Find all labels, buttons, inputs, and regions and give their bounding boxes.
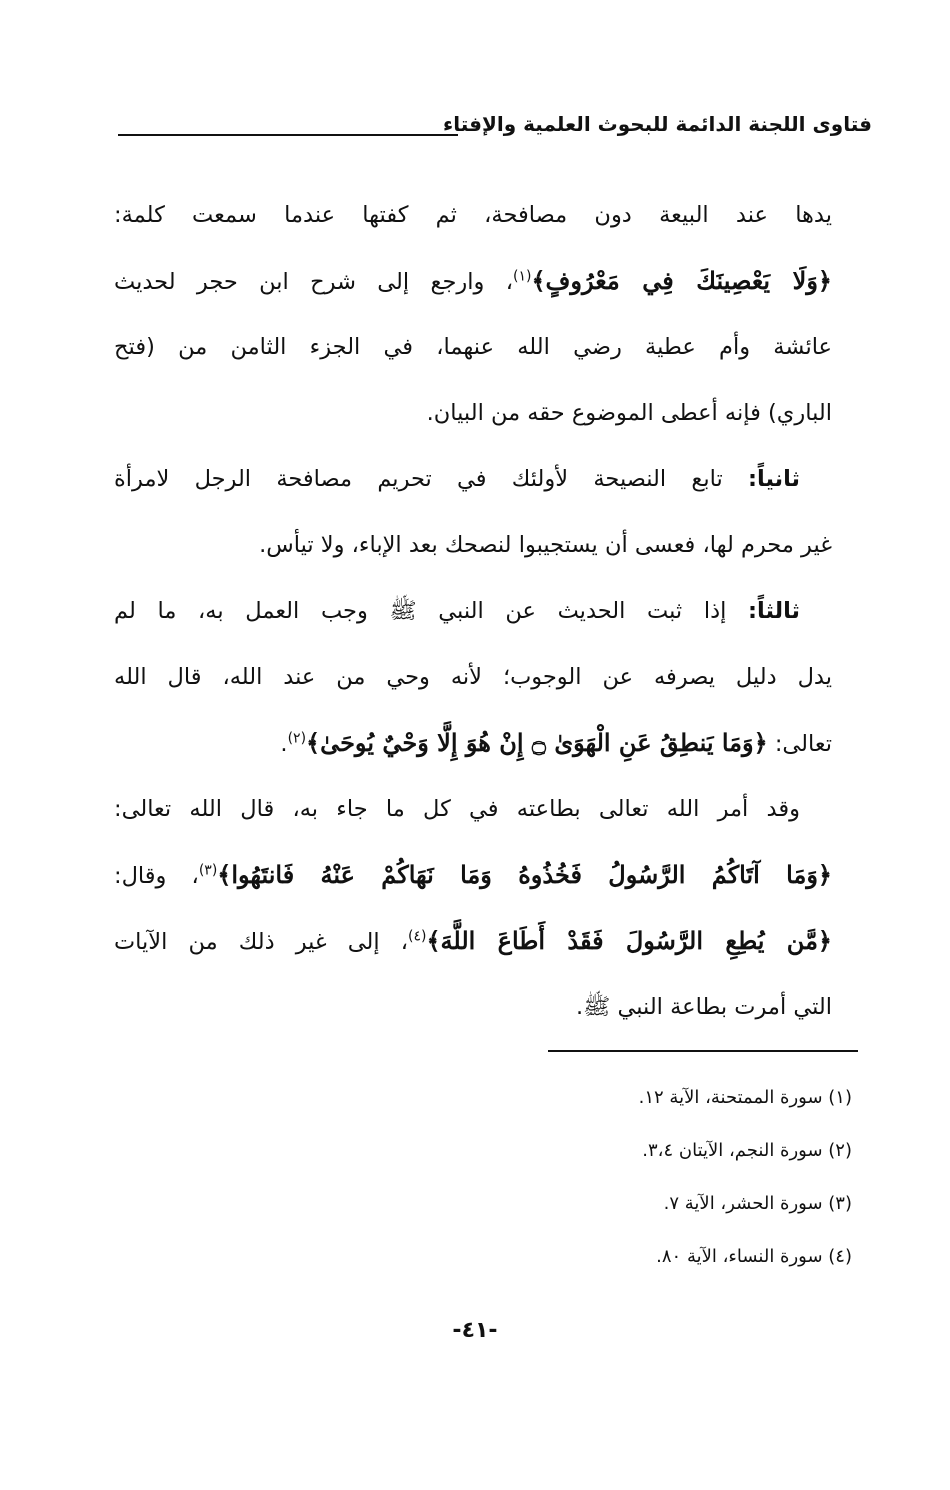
footnote-item: (٢) سورة النجم، الآيتان ٣،٤. [642, 1140, 852, 1161]
running-header [118, 112, 872, 152]
text-line: التي أمرت بطاعة النبي ﷺ. [576, 994, 832, 1020]
text-span: ، وقال: [114, 863, 199, 889]
text-span: إذا ثبت الحديث عن النبي ﷺ وجب العمل به، ما لم [114, 598, 749, 624]
text-line [114, 908, 832, 974]
text-line [114, 710, 832, 776]
text-line: عائشة وأم عطية رضي الله عنهما، في الجزء الثامن من (فتح [114, 334, 832, 360]
footnote-item: (٣) سورة الحشر، الآية ٧. [663, 1193, 852, 1214]
text-span: . [280, 731, 288, 757]
quran-verse: ﴿مَّن يُطِعِ الرَّسُولَ فَقَدْ أَطَاعَ اللَّهَ﴾ [426, 926, 832, 955]
footnote-separator [548, 1050, 858, 1052]
footnote-item: (٤) سورة النساء، الآية ٨٠. [656, 1246, 852, 1267]
text-span: تعالى: [767, 731, 832, 757]
point-label: ثانياً: [748, 466, 800, 492]
text-line [114, 446, 832, 512]
text-line: يدها عند البيعة دون مصافحة، ثم كفتها عندما سمعت كلمة: [114, 202, 832, 228]
text-span: ، إلى غير ذلك من الآيات [114, 929, 409, 955]
text-line: غير محرم لها، فعسى أن يستجيبوا لنصحك بعد الإباء، ولا تيأس. [259, 532, 832, 558]
text-span: تابع النصيحة لأولئك في تحريم مصافحة الرجل لامرأة [114, 466, 749, 492]
point-label: ثالثاً: [748, 598, 800, 624]
book-title: فتاوى اللجنة الدائمة للبحوث العلمية والإفتاء [443, 112, 872, 136]
header-rule [118, 134, 458, 136]
quran-verse: ﴿وَمَا آتَاكُمُ الرَّسُولُ فَخُذُوهُ وَمَا نَهَاكُمْ عَنْهُ فَانتَهُوا﴾ [217, 860, 832, 889]
quran-verse: ﴿وَلَا يَعْصِينَكَ فِي مَعْرُوفٍ﴾ [531, 266, 832, 295]
quran-verse: ﴿وَمَا يَنطِقُ عَنِ الْهَوَىٰ ۝ إِنْ هُوَ إِلَّا وَحْيٌ يُوحَىٰ﴾ [306, 728, 768, 757]
main-text [114, 182, 832, 1040]
text-line: يدل دليل يصرفه عن الوجوب؛ لأنه وحي من عند الله، قال الله [114, 664, 832, 690]
footnote-ref: (١) [513, 268, 532, 285]
text-line: وقد أمر الله تعالى بطاعته في كل ما جاء به، قال الله تعالى: [114, 796, 800, 822]
text-line [114, 248, 832, 314]
text-span: ، وارجع إلى شرح ابن حجر لحديث [114, 269, 514, 295]
footnote-ref: (٤) [408, 928, 427, 945]
page-number: -٤١- [452, 1318, 498, 1343]
text-line [114, 578, 832, 644]
text-line: الباري) فإنه أعطى الموضوع حقه من البيان. [426, 400, 832, 426]
footnote-item: (١) سورة الممتحنة، الآية ١٢. [638, 1087, 852, 1108]
footnotes [492, 1078, 852, 1290]
text-line [114, 842, 832, 908]
footnote-ref: (٣) [198, 862, 218, 879]
footnote-ref: (٢) [287, 730, 307, 747]
